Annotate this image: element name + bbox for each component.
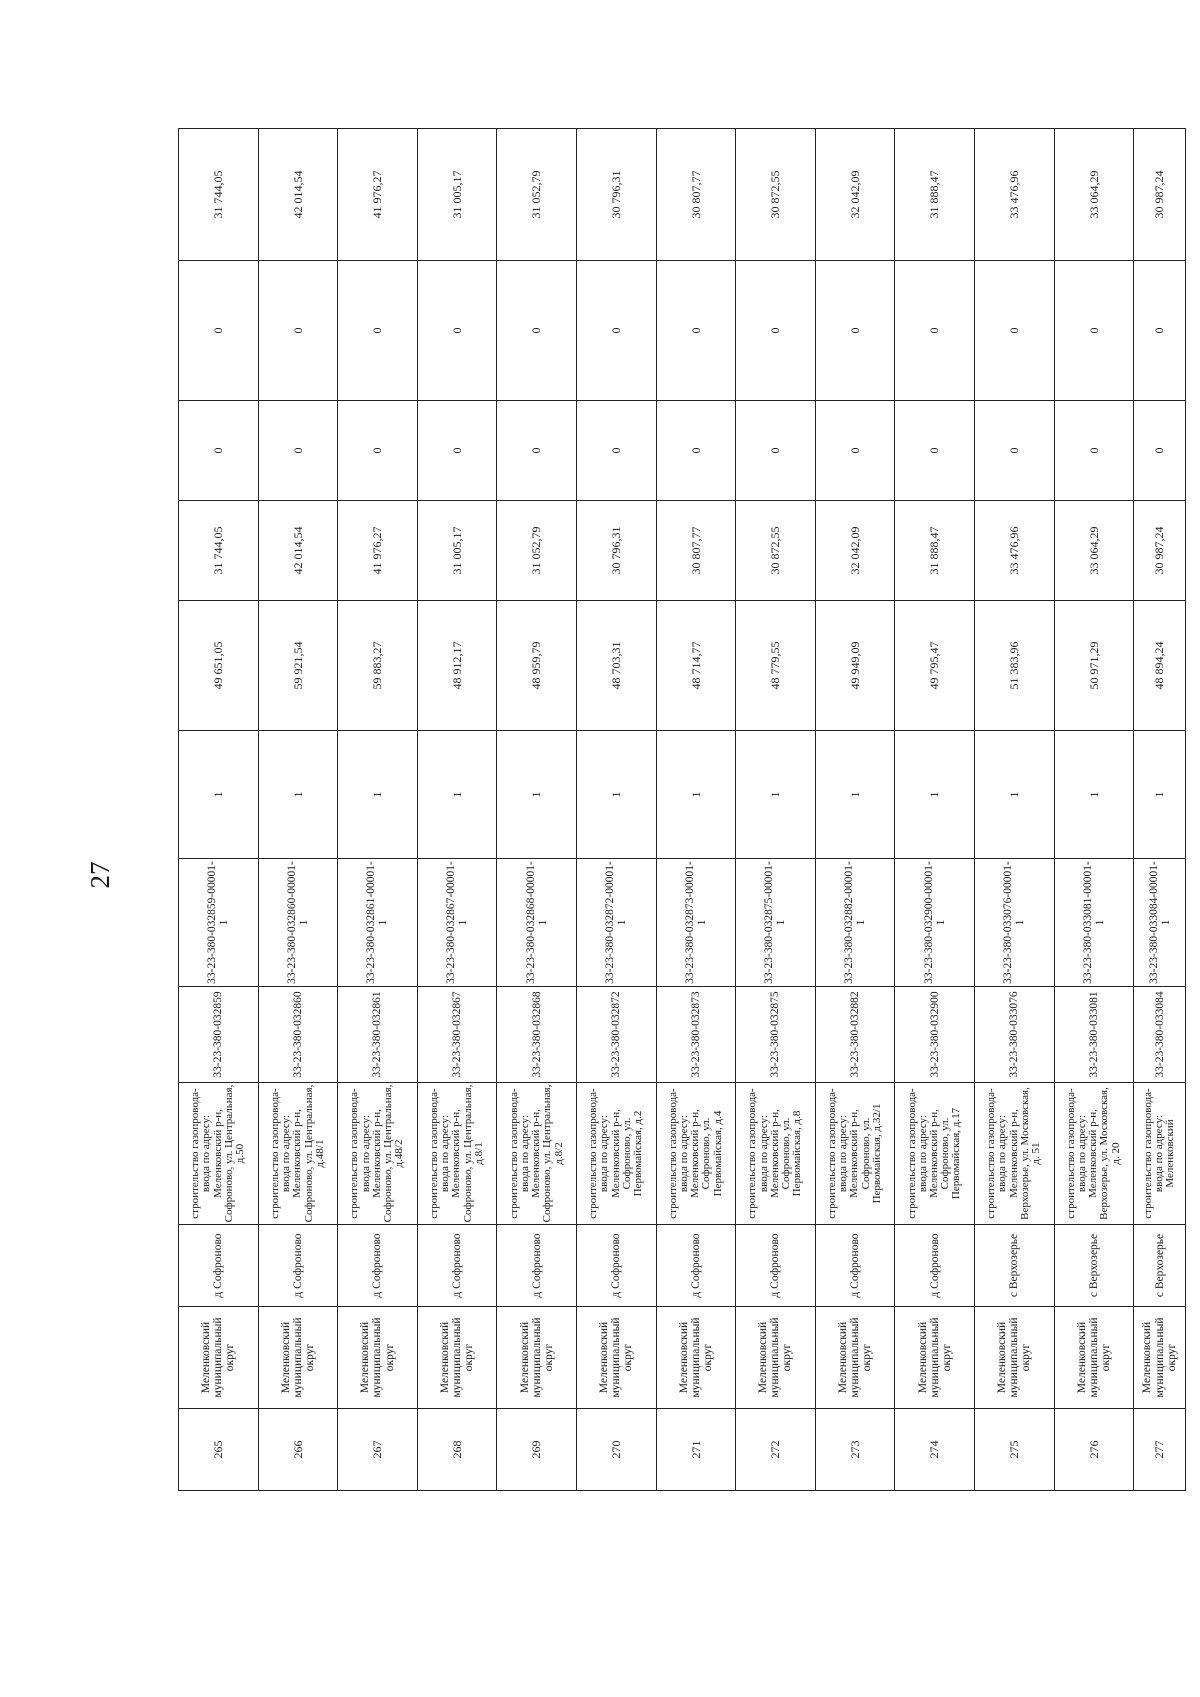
zero-cell-b: 0 — [656, 261, 736, 401]
table-row — [258, 129, 338, 1491]
zero-cell-b: 0 — [815, 261, 895, 401]
quantity-cell: 1 — [974, 731, 1054, 859]
quantity-cell: 1 — [576, 731, 656, 859]
object-code-cell: 33-23-380-032860-00001-1 — [258, 859, 338, 987]
row-number: 273 — [815, 1409, 895, 1491]
amount-cell: 30 872,55 — [736, 129, 816, 261]
description-cell: строительство газопровода-ввода по адресу: Меленковский р-н, Софроново, ул. Первомайская, д.17 — [895, 1083, 975, 1225]
object-code-cell: 33-23-380-032861-00001-1 — [338, 859, 418, 987]
row-number: 269 — [497, 1409, 577, 1491]
okrug-cell: Меленковский муниципальный округ — [895, 1307, 975, 1409]
zero-cell-a: 0 — [1134, 401, 1186, 501]
description-cell: строительство газопровода-ввода по адресу: Меленковский р-н, Софроново, ул. Первомайская, д.4 — [656, 1083, 736, 1225]
amount-cell: 33 476,96 — [974, 129, 1054, 261]
total-cost-cell: 48 894,24 — [1134, 601, 1186, 731]
okrug-cell: Меленковский муниципальный округ — [974, 1307, 1054, 1409]
zero-cell-b: 0 — [417, 261, 497, 401]
settlement-cell: д Софроново — [736, 1225, 816, 1307]
zero-cell-a: 0 — [736, 401, 816, 501]
row-number: 267 — [338, 1409, 418, 1491]
data-table — [178, 128, 1186, 1491]
row-number: 270 — [576, 1409, 656, 1491]
cost-cell: 31 888,47 — [895, 501, 975, 601]
total-cost-cell: 49 949,09 — [815, 601, 895, 731]
row-number: 276 — [1054, 1409, 1134, 1491]
settlement-cell: с Верхозерье — [1134, 1225, 1186, 1307]
quantity-cell: 1 — [1134, 731, 1186, 859]
settlement-cell: д Софроново — [497, 1225, 577, 1307]
code-cell: 33-23-380-032859 — [179, 987, 259, 1083]
settlement-cell: д Софроново — [258, 1225, 338, 1307]
description-cell: строительство газопровода-ввода по адресу: Меленковский р-н, Софроново, ул. Первомайская, д.8 — [736, 1083, 816, 1225]
zero-cell-a: 0 — [258, 401, 338, 501]
total-cost-cell: 49 651,05 — [179, 601, 259, 731]
amount-cell: 31 052,79 — [497, 129, 577, 261]
okrug-cell: Меленковский муниципальный округ — [417, 1307, 497, 1409]
okrug-cell: Меленковский муниципальный округ — [736, 1307, 816, 1409]
zero-cell-a: 0 — [656, 401, 736, 501]
object-code-cell: 33-23-380-032859-00001-1 — [179, 859, 259, 987]
okrug-cell: Меленковский муниципальный округ — [497, 1307, 577, 1409]
description-cell: строительство газопровода-ввода по адресу: Меленковский р-н, Верхозерье, ул. Московская, д. 51 — [974, 1083, 1054, 1225]
amount-cell: 42 014,54 — [258, 129, 338, 261]
object-code-cell: 33-23-380-032900-00001-1 — [895, 859, 975, 987]
code-cell: 33-23-380-032868 — [497, 987, 577, 1083]
row-number: 265 — [179, 1409, 259, 1491]
table-row — [179, 129, 259, 1491]
description-cell: строительство газопровода-ввода по адресу: Меленковский р-н, Софроново, ул. Первомайская, д.32/1 — [815, 1083, 895, 1225]
cost-cell: 30 872,55 — [736, 501, 816, 601]
total-cost-cell: 48 912,17 — [417, 601, 497, 731]
table-row — [656, 129, 736, 1491]
zero-cell-b: 0 — [576, 261, 656, 401]
zero-cell-a: 0 — [815, 401, 895, 501]
okrug-cell: Меленковский муниципальный округ — [179, 1307, 259, 1409]
cost-cell: 33 476,96 — [974, 501, 1054, 601]
object-code-cell: 33-23-380-033084-00001-1 — [1134, 859, 1186, 987]
quantity-cell: 1 — [497, 731, 577, 859]
row-number: 268 — [417, 1409, 497, 1491]
object-code-cell: 33-23-380-032875-00001-1 — [736, 859, 816, 987]
zero-cell-a: 0 — [1054, 401, 1134, 501]
cost-cell: 30 796,31 — [576, 501, 656, 601]
amount-cell: 30 987,24 — [1134, 129, 1186, 261]
code-cell: 33-23-380-032867 — [417, 987, 497, 1083]
code-cell: 33-23-380-033081 — [1054, 987, 1134, 1083]
object-code-cell: 33-23-380-033081-00001-1 — [1054, 859, 1134, 987]
quantity-cell: 1 — [895, 731, 975, 859]
total-cost-cell: 50 971,29 — [1054, 601, 1134, 731]
settlement-cell: д Софроново — [338, 1225, 418, 1307]
zero-cell-b: 0 — [338, 261, 418, 401]
amount-cell: 30 807,77 — [656, 129, 736, 261]
total-cost-cell: 51 383,96 — [974, 601, 1054, 731]
cost-cell: 30 807,77 — [656, 501, 736, 601]
row-number: 271 — [656, 1409, 736, 1491]
settlement-cell: д Софроново — [815, 1225, 895, 1307]
zero-cell-a: 0 — [576, 401, 656, 501]
settlement-cell: с Верхозерье — [1054, 1225, 1134, 1307]
description-cell: строительство газопровода-ввода по адресу: Меленковский р-н, Софроново, ул. Центральная, д.48/1 — [258, 1083, 338, 1225]
description-cell: строительство газопровода-ввода по адресу: Меленковский — [1134, 1083, 1186, 1225]
description-cell: строительство газопровода-ввода по адресу: Меленковский р-н, Верхозерье, ул. Московская, д. 20 — [1054, 1083, 1134, 1225]
cost-cell: 31 052,79 — [497, 501, 577, 601]
cost-cell: 41 976,27 — [338, 501, 418, 601]
okrug-cell: Меленковский муниципальный округ — [258, 1307, 338, 1409]
table-row — [1054, 129, 1134, 1491]
total-cost-cell: 49 795,47 — [895, 601, 975, 731]
zero-cell-b: 0 — [1134, 261, 1186, 401]
cost-cell: 31 005,17 — [417, 501, 497, 601]
total-cost-cell: 48 703,31 — [576, 601, 656, 731]
okrug-cell: Меленковский муниципальный округ — [338, 1307, 418, 1409]
quantity-cell: 1 — [258, 731, 338, 859]
cost-cell: 30 987,24 — [1134, 501, 1186, 601]
rotated-table-sheet — [178, 129, 1186, 1491]
object-code-cell: 33-23-380-032873-00001-1 — [656, 859, 736, 987]
quantity-cell: 1 — [338, 731, 418, 859]
code-cell: 33-23-380-032873 — [656, 987, 736, 1083]
amount-cell: 30 796,31 — [576, 129, 656, 261]
amount-cell: 31 888,47 — [895, 129, 975, 261]
code-cell: 33-23-380-032872 — [576, 987, 656, 1083]
settlement-cell: с Верхозерье — [974, 1225, 1054, 1307]
row-number: 272 — [736, 1409, 816, 1491]
cost-cell: 42 014,54 — [258, 501, 338, 601]
settlement-cell: д Софроново — [656, 1225, 736, 1307]
cost-cell: 33 064,29 — [1054, 501, 1134, 601]
quantity-cell: 1 — [417, 731, 497, 859]
row-number: 274 — [895, 1409, 975, 1491]
cost-cell: 32 042,09 — [815, 501, 895, 601]
table-row — [895, 129, 975, 1491]
code-cell: 33-23-380-032861 — [338, 987, 418, 1083]
description-cell: строительство газопровода-ввода по адресу: Меленковский р-н, Софроново, ул. Центральная, д.8/2 — [497, 1083, 577, 1225]
zero-cell-a: 0 — [179, 401, 259, 501]
total-cost-cell: 59 921,54 — [258, 601, 338, 731]
object-code-cell: 33-23-380-032882-00001-1 — [815, 859, 895, 987]
amount-cell: 41 976,27 — [338, 129, 418, 261]
amount-cell: 31 005,17 — [417, 129, 497, 261]
zero-cell-a: 0 — [974, 401, 1054, 501]
zero-cell-b: 0 — [895, 261, 975, 401]
total-cost-cell: 59 883,27 — [338, 601, 418, 731]
quantity-cell: 1 — [815, 731, 895, 859]
amount-cell: 31 744,05 — [179, 129, 259, 261]
okrug-cell: Меленковский муниципальный округ — [576, 1307, 656, 1409]
table-row — [417, 129, 497, 1491]
object-code-cell: 33-23-380-032867-00001-1 — [417, 859, 497, 987]
settlement-cell: д Софроново — [179, 1225, 259, 1307]
table-row — [497, 129, 577, 1491]
table-row — [1134, 129, 1186, 1491]
amount-cell: 32 042,09 — [815, 129, 895, 261]
description-cell: строительство газопровода-ввода по адресу: Меленковский р-н, Софроново, ул. Центральная, д.8/1 — [417, 1083, 497, 1225]
description-cell: строительство газопровода-ввода по адресу: Меленковский р-н, Софроново, ул. Центральная, д.48/2 — [338, 1083, 418, 1225]
code-cell: 33-23-380-033076 — [974, 987, 1054, 1083]
settlement-cell: д Софроново — [417, 1225, 497, 1307]
row-number: 266 — [258, 1409, 338, 1491]
zero-cell-a: 0 — [338, 401, 418, 501]
code-cell: 33-23-380-032882 — [815, 987, 895, 1083]
settlement-cell: д Софроново — [895, 1225, 975, 1307]
zero-cell-b: 0 — [179, 261, 259, 401]
zero-cell-a: 0 — [895, 401, 975, 501]
code-cell: 33-23-380-032900 — [895, 987, 975, 1083]
total-cost-cell: 48 779,55 — [736, 601, 816, 731]
quantity-cell: 1 — [736, 731, 816, 859]
quantity-cell: 1 — [656, 731, 736, 859]
row-number: 277 — [1134, 1409, 1186, 1491]
okrug-cell: Меленковский муниципальный округ — [656, 1307, 736, 1409]
object-code-cell: 33-23-380-032872-00001-1 — [576, 859, 656, 987]
quantity-cell: 1 — [179, 731, 259, 859]
zero-cell-b: 0 — [974, 261, 1054, 401]
zero-cell-a: 0 — [497, 401, 577, 501]
page-number: 27 — [85, 861, 115, 889]
table-row — [338, 129, 418, 1491]
zero-cell-b: 0 — [1054, 261, 1134, 401]
okrug-cell: Меленковский муниципальный округ — [815, 1307, 895, 1409]
quantity-cell: 1 — [1054, 731, 1134, 859]
zero-cell-b: 0 — [736, 261, 816, 401]
description-cell: строительство газопровода-ввода по адресу: Меленковский р-н, Софроново, ул. Центральная, д.50 — [179, 1083, 259, 1225]
amount-cell: 33 064,29 — [1054, 129, 1134, 261]
description-cell: строительство газопровода-ввода по адресу: Меленковский р-н, Софроново, ул. Первомайская, д.2 — [576, 1083, 656, 1225]
table-row — [576, 129, 656, 1491]
object-code-cell: 33-23-380-032868-00001-1 — [497, 859, 577, 987]
table-row — [815, 129, 895, 1491]
object-code-cell: 33-23-380-033076-00001-1 — [974, 859, 1054, 987]
zero-cell-b: 0 — [497, 261, 577, 401]
zero-cell-b: 0 — [258, 261, 338, 401]
zero-cell-a: 0 — [417, 401, 497, 501]
row-number: 275 — [974, 1409, 1054, 1491]
settlement-cell: д Софроново — [576, 1225, 656, 1307]
code-cell: 33-23-380-033084 — [1134, 987, 1186, 1083]
total-cost-cell: 48 959,79 — [497, 601, 577, 731]
table-row — [736, 129, 816, 1491]
table-row — [974, 129, 1054, 1491]
okrug-cell: Меленковский муниципальный округ — [1134, 1307, 1186, 1409]
okrug-cell: Меленковский муниципальный округ — [1054, 1307, 1134, 1409]
code-cell: 33-23-380-032860 — [258, 987, 338, 1083]
total-cost-cell: 48 714,77 — [656, 601, 736, 731]
code-cell: 33-23-380-032875 — [736, 987, 816, 1083]
cost-cell: 31 744,05 — [179, 501, 259, 601]
